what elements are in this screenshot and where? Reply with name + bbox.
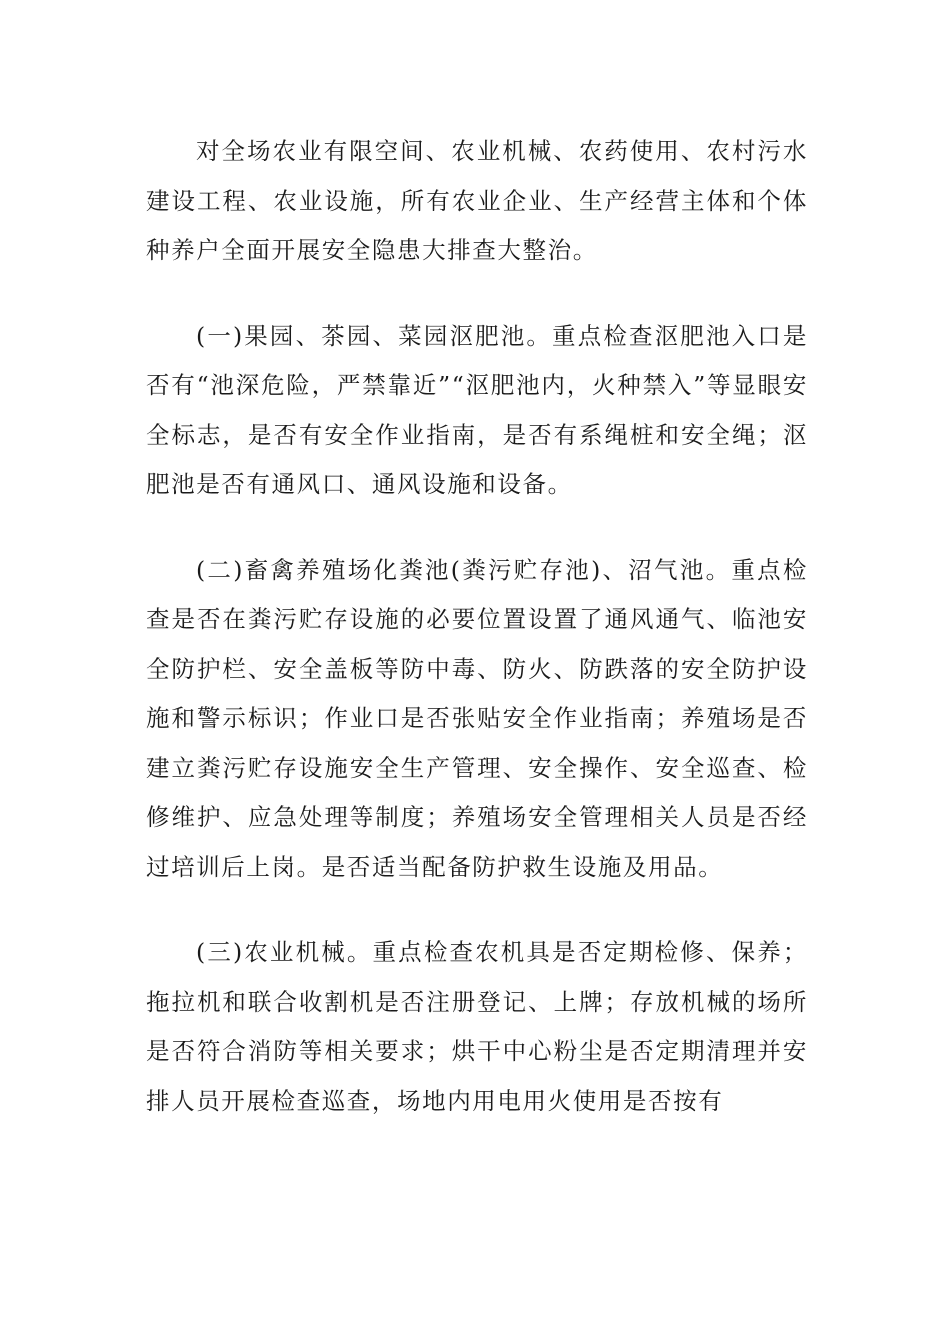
paragraph-intro: 对全场农业有限空间、农业机械、农药使用、农村污水建设工程、农业设施，所有农业企业、生产经营主体和个体种养户全面开展安全隐患大排查大整治。 bbox=[146, 137, 808, 264]
document-body bbox=[146, 127, 808, 1126]
paragraph-section-3: (三)农业机械。重点检查农机具是否定期检修、保养；拖拉机和联合收割机是否注册登记、上牌；存放机械的场所是否符合消防等相关要求；烘干中心粉尘是否定期清理并安排人员开展检查巡查，场地内用电用火使用是否按有 bbox=[146, 938, 808, 1115]
paragraph-section-1: (一)果园、茶园、菜园沤肥池。重点检查沤肥池入口是否有“池深危险，严禁靠近”“沤肥池内，火种禁入”等显眼安全标志，是否有安全作业指南，是否有系绳桩和安全绳；沤肥池是否有通风口、通风设施和设备。 bbox=[146, 321, 808, 498]
paragraph-section-2: (二)畜禽养殖场化粪池(粪污贮存池)、沼气池。重点检查是否在粪污贮存设施的必要位置设置了通风通气、临池安全防护栏、安全盖板等防中毒、防火、防跌落的安全防护设施和警示标识；作业口是否张贴安全作业指南；养殖场是否建立粪污贮存设施安全生产管理、安全操作、安全巡查、检修维护、应急处理等制度；养殖场安全管理相关人员是否经过培训后上岗。是否适当配备防护救生设施及用品。 bbox=[146, 555, 808, 881]
